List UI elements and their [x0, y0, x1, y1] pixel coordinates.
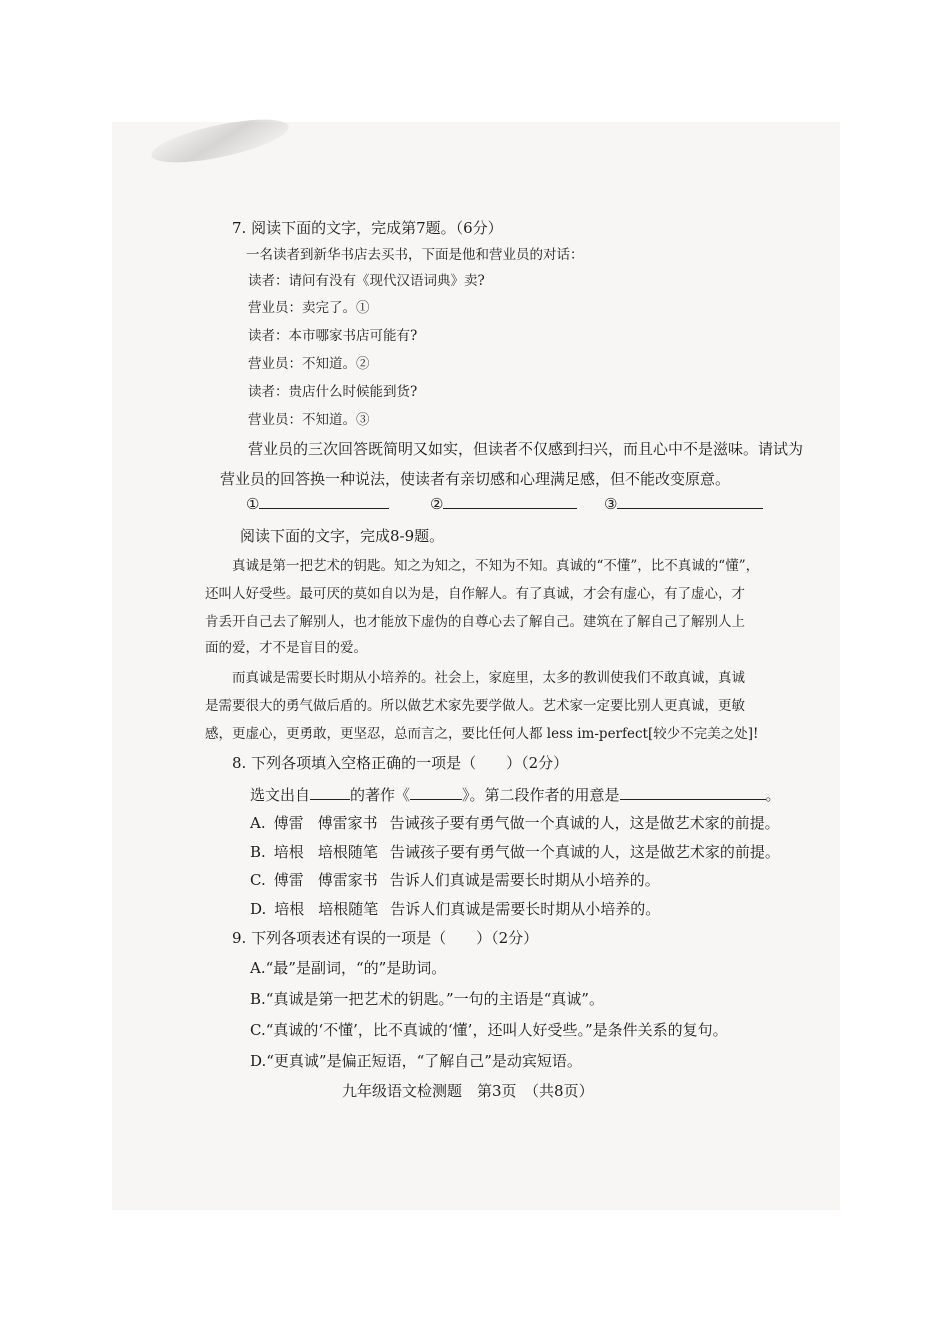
- fill-text: 。: [765, 786, 781, 804]
- passage-line: 面的爱，才不是盲目的爱。: [205, 640, 367, 656]
- q9-stem: 9. 下列各项表述有误的一项是（ ）（2分）: [232, 929, 539, 947]
- option-letter: D.: [250, 900, 267, 918]
- option-text: 告诫孩子要有勇气做一个真诚的人，这是做艺术家的前提。: [389, 814, 780, 832]
- answer-mark: ②: [430, 495, 444, 513]
- q7-task-line: 营业员的回答换一种说法，使读者有亲切感和心理满足感，但不能改变原意。: [220, 470, 731, 488]
- fill-blank-author[interactable]: [310, 785, 350, 800]
- q7-dialogue-line: 营业员：卖完了。①: [248, 300, 370, 316]
- passage-heading: 阅读下面的文字，完成8-9题。: [240, 527, 445, 545]
- fill-blank-intent[interactable]: [620, 785, 766, 800]
- q7-dialogue-line: 营业员：不知道。③: [248, 412, 370, 428]
- q9-option-d[interactable]: D.“更真诚”是偏正短语，“了解自己”是动宾短语。: [250, 1052, 582, 1070]
- option-author: 傅雷: [273, 814, 304, 832]
- answer-blank-3[interactable]: [617, 494, 763, 509]
- q7-dialogue-line: 读者：贵店什么时候能到货?: [248, 384, 418, 400]
- page-footer: 九年级语文检测题 第3页 （共8页）: [342, 1082, 594, 1100]
- answer-mark: ③: [604, 495, 618, 513]
- q7-dialogue-line: 读者：本市哪家书店可能有?: [248, 328, 418, 344]
- passage-line: 感，更虚心，更勇敢，更坚忍，总而言之，要比任何人都 less im-perfect[较少不完美之处]!: [205, 726, 759, 742]
- option-text: 告诉人们真诚是需要长时期从小培养的。: [389, 871, 660, 889]
- q7-intro: 一名读者到新华书店去买书，下面是他和营业员的对话：: [246, 247, 584, 263]
- q9-option-b[interactable]: B.“真诚是第一把艺术的钥匙。”一句的主语是“真诚”。: [250, 990, 604, 1008]
- option-letter: C.: [250, 871, 266, 889]
- q8-option-a[interactable]: [250, 814, 780, 832]
- q9-option-a[interactable]: A.“最”是副词，“的”是助词。: [250, 959, 447, 977]
- fill-text: 选文出自: [250, 786, 311, 804]
- answer-blank-2[interactable]: [443, 494, 577, 509]
- passage-line: 而真诚是需要长时期从小培养的。社会上，家庭里，太多的教训使我们不敢真诚，真诚: [232, 670, 745, 686]
- answer-blank-1[interactable]: [259, 494, 389, 509]
- fill-text: 》。第二段作者的用意是: [462, 786, 620, 804]
- q7-dialogue-line: 读者：请问有没有《现代汉语词典》卖?: [248, 273, 485, 289]
- q8-stem: 8. 下列各项填入空格正确的一项是（ ）（2分）: [232, 754, 569, 772]
- q7-answer-2: [430, 494, 577, 513]
- option-book: 培根随笔: [317, 843, 378, 861]
- option-letter: B.: [250, 843, 266, 861]
- q8-option-b[interactable]: [250, 843, 780, 861]
- option-text: 告诉人们真诚是需要长时期从小培养的。: [390, 900, 661, 918]
- option-author: 培根: [274, 900, 305, 918]
- q7-heading: 7. 阅读下面的文字，完成第7题。（6分）: [232, 219, 503, 237]
- q7-answer-1: [246, 494, 389, 513]
- q8-fill-line: [250, 785, 781, 804]
- fill-blank-book[interactable]: [410, 785, 462, 800]
- option-book: 傅雷家书: [317, 871, 378, 889]
- q7-dialogue-line: 营业员：不知道。②: [248, 356, 370, 372]
- q7-answer-3: [604, 494, 763, 513]
- option-letter: A.: [250, 814, 266, 832]
- passage-line: 还叫人好受些。最可厌的莫如自以为是，自作解人。有了真诚，才会有虚心，有了虚心，才: [205, 586, 745, 602]
- option-book: 培根随笔: [318, 900, 379, 918]
- passage-line: 是需要很大的勇气做后盾的。所以做艺术家先要学做人。艺术家一定要比别人更真诚，更敏: [205, 698, 745, 714]
- q9-option-c[interactable]: C.“真诚的‘不懂’，比不真诚的‘懂’，还叫人好受些。”是条件关系的复句。: [250, 1021, 728, 1039]
- passage-line: 肯丢开自己去了解别人，也才能放下虚伪的自尊心去了解自己。建筑在了解自己了解别人上: [205, 614, 745, 630]
- option-book: 傅雷家书: [317, 814, 378, 832]
- option-author: 培根: [273, 843, 304, 861]
- option-author: 傅雷: [273, 871, 304, 889]
- passage-line: 真诚是第一把艺术的钥匙。知之为知之，不知为不知。真诚的“不懂”，比不真诚的“懂”，: [232, 558, 760, 574]
- answer-mark: ①: [246, 495, 260, 513]
- fill-text: 的著作《: [350, 786, 411, 804]
- q7-task-line: 营业员的三次回答既简明又如实，但读者不仅感到扫兴，而且心中不是滋味。请试为: [248, 440, 804, 458]
- option-text: 告诫孩子要有勇气做一个真诚的人，这是做艺术家的前提。: [389, 843, 780, 861]
- q8-option-c[interactable]: [250, 871, 660, 889]
- q8-option-d[interactable]: [250, 900, 660, 918]
